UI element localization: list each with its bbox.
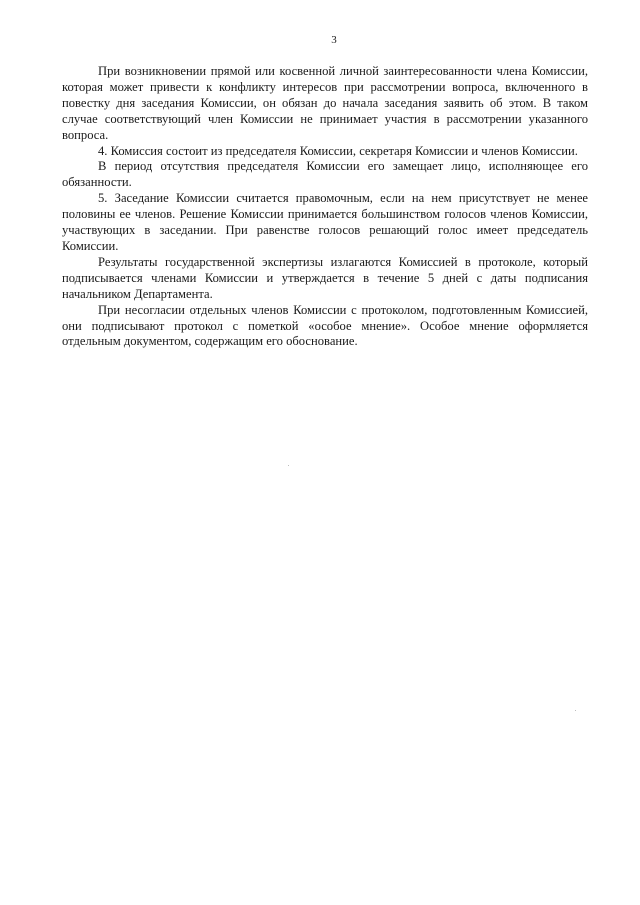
paragraph-chair-substitute: В период отсутствия председателя Комиссии его замещает лицо, исполняющее его обязанности. — [62, 159, 588, 190]
paragraph-commission-composition: 4. Комиссия состоит из председателя Комиссии, секретаря Комиссии и членов Комиссии. — [98, 143, 578, 158]
paragraph-quorum: 5. Заседание Комиссии считается правомочным, если на нем присутствует не менее половины ее членов. Решение Комиссии принимается большинством голосов членов Комиссии, участвующих в заседании. При равенстве голосов решающий голос имеет председатель Комиссии. — [62, 191, 588, 253]
page-number: 3 — [331, 34, 337, 46]
paragraph-conflict-of-interest: При возникновении прямой или косвенной личной заинтересованности члена Комиссии, которая может привести к конфликту интересов при рассмотрении вопроса, включенного в повестку дня заседания Комиссии, он обязан до начала заседания заявить об этом. В таком случае соответствующий член Комиссии не принимает участия в рассмотрении указанного вопроса. — [62, 64, 588, 142]
document-body — [62, 64, 588, 350]
scan-speck — [575, 710, 576, 711]
paragraph-special-opinion: При несогласии отдельных членов Комиссии с протоколом, подготовленным Комиссией, они подписывают протокол с пометкой «особое мнение». Особое мнение оформляется отдельным документом, содержащим его обоснование. — [62, 302, 588, 349]
scan-speck — [288, 465, 289, 466]
paragraph-results-protocol: Результаты государственной экспертизы излагаются Комиссией в протоколе, который подписывается членами Комиссии и утверждается в течение 5 дней с даты подписания начальником Департамента. — [62, 254, 588, 301]
